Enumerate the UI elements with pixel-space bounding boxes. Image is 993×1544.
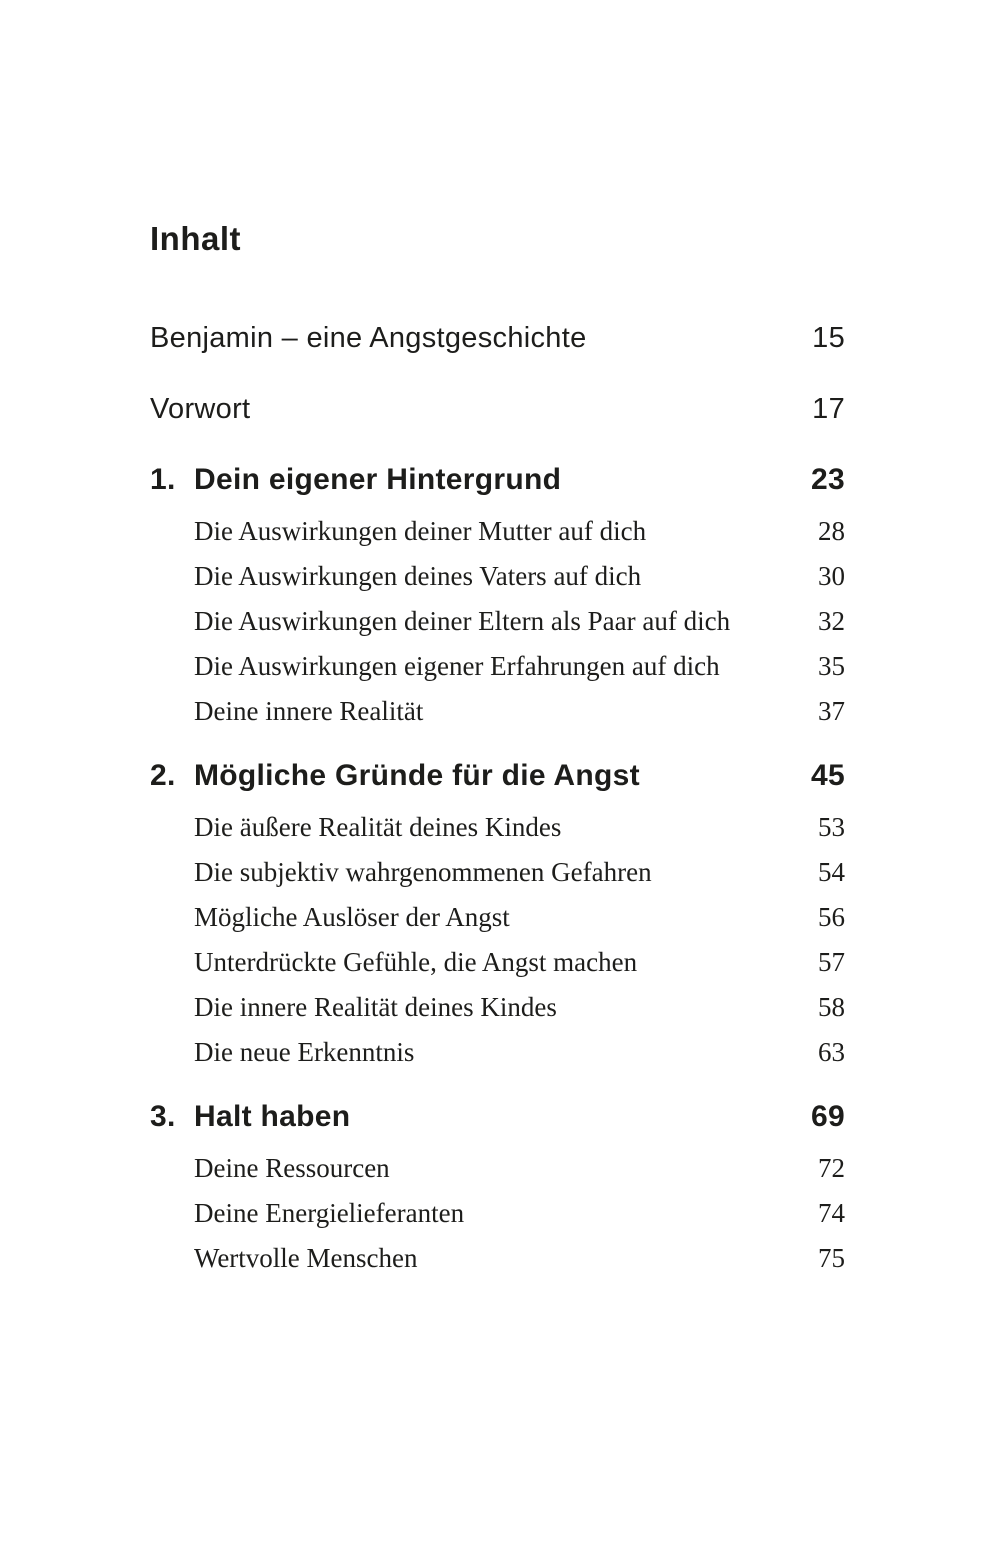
- section-page: 45: [811, 759, 845, 792]
- toc-row-item: [150, 940, 845, 985]
- toc-entry-label: Deine Energielieferanten: [194, 1198, 465, 1228]
- toc-row-item: [150, 599, 845, 644]
- toc-entry-label: Wertvolle Menschen: [194, 1243, 418, 1273]
- toc-entry-page: 56: [818, 902, 845, 932]
- toc-entry-page: 32: [818, 606, 845, 636]
- toc-entry-label: Vorwort: [150, 393, 251, 425]
- toc-row-section-heading: [150, 1099, 845, 1135]
- toc-entry-page: 74: [818, 1198, 845, 1228]
- toc-entry-label: Die äußere Realität deines Kindes: [194, 812, 562, 842]
- toc-entry-page: 35: [818, 651, 845, 681]
- toc-entry-page: 37: [818, 696, 845, 726]
- toc-entry-label: Die Auswirkungen deiner Mutter auf dich: [194, 516, 647, 546]
- toc-entry-page: 15: [812, 322, 845, 354]
- toc-entry-label: Mögliche Auslöser der Angst: [194, 902, 510, 932]
- toc-row-front: [150, 320, 845, 356]
- toc-row-item: [150, 1236, 845, 1281]
- toc-entry-page: 72: [818, 1153, 845, 1183]
- toc-entry-page: 30: [818, 561, 845, 591]
- section-title: Dein eigener Hintergrund: [194, 463, 562, 496]
- toc-row-item: [150, 850, 845, 895]
- toc-row-item: [150, 1030, 845, 1075]
- toc-entry-page: 58: [818, 992, 845, 1022]
- toc-entry-label: Unterdrückte Gefühle, die Angst machen: [194, 947, 638, 977]
- section-title: Halt haben: [194, 1100, 351, 1133]
- section-page: 23: [811, 463, 845, 496]
- toc-entry-label: Die neue Erkenntnis: [194, 1037, 415, 1067]
- toc-entry-page: 28: [818, 516, 845, 546]
- toc-entry-page: 63: [818, 1037, 845, 1067]
- page-title: Inhalt: [150, 220, 241, 257]
- toc-entry-label: Deine innere Realität: [194, 696, 424, 726]
- toc-entry-label: Die innere Realität deines Kindes: [194, 992, 557, 1022]
- toc-entry-label: Die subjektiv wahrgenommenen Gefahren: [194, 857, 652, 887]
- toc-row-section-heading: [150, 462, 845, 498]
- section-page: 69: [811, 1100, 845, 1133]
- section-number: 2.: [150, 759, 176, 792]
- section-number: 1.: [150, 463, 176, 496]
- toc-row-item: [150, 805, 845, 850]
- toc-row-front: [150, 391, 845, 427]
- toc-row-item: [150, 644, 845, 689]
- toc-entry-page: 75: [818, 1243, 845, 1273]
- toc-row-item: [150, 509, 845, 554]
- toc-row-item: [150, 895, 845, 940]
- toc-entry-label: Deine Ressourcen: [194, 1153, 390, 1183]
- toc-entry-label: Benjamin – eine Angstgeschichte: [150, 322, 587, 354]
- section-number: 3.: [150, 1100, 176, 1133]
- toc-entry-label: Die Auswirkungen deiner Eltern als Paar auf dich: [194, 606, 731, 636]
- toc-row-section-heading: [150, 758, 845, 794]
- toc-entry-page: 54: [818, 857, 845, 887]
- toc-row-item: [150, 985, 845, 1030]
- toc-entry-page: 53: [818, 812, 845, 842]
- toc-entry-label: Die Auswirkungen deines Vaters auf dich: [194, 561, 642, 591]
- toc-row-item: [150, 1191, 845, 1236]
- toc-entry-page: 57: [818, 947, 845, 977]
- toc-entry-page: 17: [812, 393, 845, 425]
- toc-row-item: [150, 689, 845, 734]
- section-title: Mögliche Gründe für die Angst: [194, 759, 640, 792]
- toc-row-item: [150, 554, 845, 599]
- toc-row-item: [150, 1146, 845, 1191]
- toc-entry-label: Die Auswirkungen eigener Erfahrungen auf dich: [194, 651, 720, 681]
